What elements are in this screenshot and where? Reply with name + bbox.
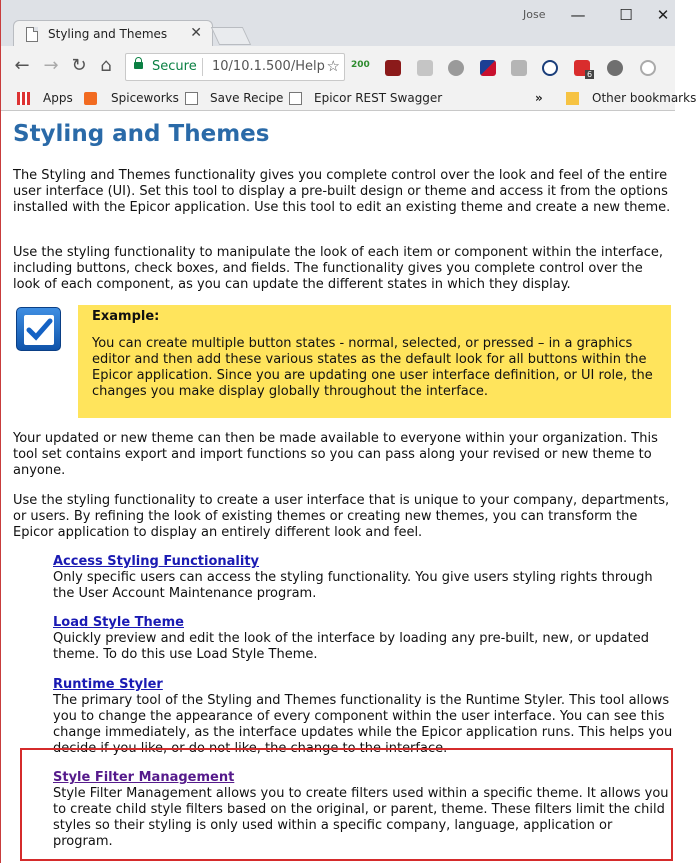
- bookmark-spiceworks[interactable]: Spiceworks: [111, 91, 179, 105]
- ext-badge-counter[interactable]: 200: [351, 60, 370, 70]
- example-text: You can create multiple button states - normal, selected, or pressed – in a graphics editor and then add these various states as the default look for all buttons within the Epicor application. Since you are updating one user interface definition, or UI role, the changes you make display globally throughout the interface.: [92, 336, 653, 399]
- link-style-filter-management[interactable]: Style Filter Management: [53, 770, 235, 785]
- paragraph-4: Use the styling functionality to create a user interface that is unique to your company, departments, or users. By refining the look of existing themes or creating new themes, you can transform the Epicor application to display an entirely different look and feel.: [13, 493, 670, 540]
- other-bookmarks[interactable]: Other bookmarks: [592, 91, 696, 105]
- page-icon: [26, 27, 38, 42]
- tab-styling-and-themes[interactable]: [13, 20, 213, 48]
- camera-icon[interactable]: [417, 60, 433, 76]
- divider: [202, 58, 203, 76]
- lock-icon: [134, 62, 143, 69]
- bookmarks-overflow-chevron[interactable]: »: [535, 91, 543, 105]
- window-close-icon[interactable]: ✕: [656, 6, 670, 24]
- folder-icon: [566, 92, 579, 105]
- topic-load-style-theme: [53, 615, 673, 663]
- tab-title: Styling and Themes: [48, 27, 168, 41]
- page-icon: [289, 92, 302, 105]
- secure-label: Secure: [152, 59, 197, 74]
- example-title: Example:: [92, 309, 160, 324]
- apps-grid-icon: [17, 92, 30, 105]
- example-callout: [78, 305, 671, 418]
- topic-description: The primary tool of the Styling and Themes functionality is the Runtime Styler. This tool allows you to change the appearance of every component within the user interface. You can see this change immediately, as the interface updates while the Epicor application runs. This helps you decide if you like, or do not like, the change to the interface.: [53, 693, 673, 756]
- new-tab-button[interactable]: [211, 27, 251, 45]
- home-icon[interactable]: ⌂: [100, 55, 112, 76]
- gear-icon[interactable]: [607, 60, 623, 76]
- topic-runtime-styler: [53, 677, 673, 757]
- intro-paragraph-1: The Styling and Themes functionality gives you complete control over the look and feel of the entire user interface (UI). Set this tool to display a pre-built design or theme and access it from the options installed with the Epicor application. Use this tool to edit an existing theme and create a new theme.: [13, 168, 671, 215]
- maximize-icon[interactable]: ☐: [619, 6, 633, 24]
- url-text[interactable]: 10/10.1.500/Help: [212, 59, 325, 74]
- bookmark-apps[interactable]: Apps: [43, 91, 73, 105]
- profile-name[interactable]: Jose: [523, 8, 546, 21]
- page-icon: [185, 92, 198, 105]
- browser-toolbar: [1, 46, 675, 88]
- power-extension-icon[interactable]: [640, 60, 656, 76]
- topic-access-styling: [53, 554, 673, 602]
- bookmark-save-recipe[interactable]: Save Recipe: [210, 91, 284, 105]
- minimize-icon[interactable]: —: [570, 6, 586, 24]
- link-access-styling-functionality[interactable]: Access Styling Functionality: [53, 554, 260, 569]
- highlight-box: [20, 748, 673, 861]
- checkmark-icon: [16, 307, 61, 351]
- page-title: Styling and Themes: [13, 121, 270, 147]
- address-bar[interactable]: [125, 53, 345, 81]
- link-load-style-theme[interactable]: Load Style Theme: [53, 615, 184, 630]
- back-arrow-icon[interactable]: ←: [14, 55, 30, 76]
- bookmarks-bar: [1, 88, 696, 111]
- intro-paragraph-2: Use the styling functionality to manipulate the look of each item or component within the interface, including buttons, check boxes, and fields. The functionality gives you complete control over the look of each component, as you can update the different states in which they display.: [13, 245, 664, 292]
- link-runtime-styler[interactable]: Runtime Styler: [53, 677, 163, 692]
- reload-icon[interactable]: ↻: [71, 55, 87, 76]
- bookmark-epicor-rest-swagger[interactable]: Epicor REST Swagger: [314, 91, 443, 105]
- topic-description: Quickly preview and edit the look of the interface by loading any pre-built, new, or updated theme. To do this use Load Style Theme.: [53, 631, 649, 662]
- flag-extension-icon[interactable]: [480, 60, 496, 76]
- spiceworks-icon: [84, 92, 97, 105]
- topic-description: Only specific users can access the styling functionality. You give users styling rights through the User Account Maintenance program.: [53, 570, 653, 601]
- star-icon[interactable]: ☆: [326, 57, 340, 75]
- close-icon[interactable]: ✕: [190, 25, 202, 41]
- paragraph-3: Your updated or new theme can then be made available to everyone within your organization. This tool set contains export and import functions so you can pass along your revised or new theme to anyone.: [13, 431, 658, 478]
- topic-description: Style Filter Management allows you to create filters used within a specific theme. It allows you to create child style filters based on the original, or parent, theme. These filters limit the child styles so their styling is only used within a specific company, language, application or program.: [53, 786, 669, 849]
- circle-extension-icon[interactable]: [448, 60, 464, 76]
- ublock-icon[interactable]: [385, 60, 401, 76]
- forward-arrow-icon[interactable]: →: [43, 55, 59, 76]
- pdf-extension-icon[interactable]: [511, 60, 527, 76]
- title-bar: [1, 0, 675, 46]
- sync-extension-icon[interactable]: [542, 60, 558, 76]
- ext-notif-count: 6: [587, 70, 593, 79]
